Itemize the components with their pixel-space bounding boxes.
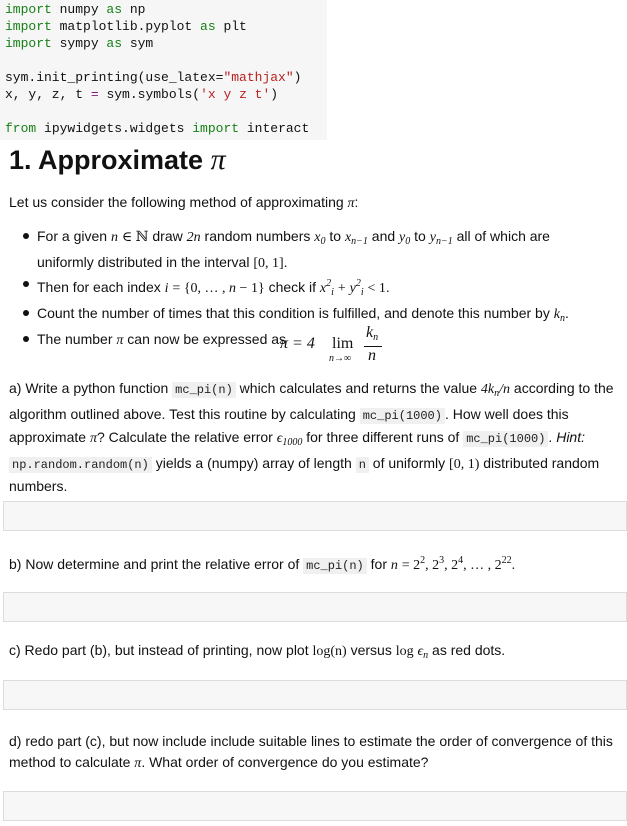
code-line: from ipywidgets.widgets import interact	[5, 121, 310, 136]
page-title: 1. Approximate π	[9, 143, 226, 176]
answer-cell-b[interactable]	[3, 592, 627, 622]
answer-cell-d[interactable]	[3, 791, 627, 821]
intro-text: Let us consider the following method of approximating π:	[9, 194, 359, 211]
list-item: For a given n ∈ ℕ draw 2n random numbers $x_0$ to $x_{n-1}$ and $y_0$ to $y_{n-1}$ all of which are uniformly distributed in the interval [0, 1].	[9, 226, 609, 274]
code-line: import matplotlib.pyplot as plt	[5, 19, 247, 34]
part-b-text: b) Now determine and print the relative error of mc_pi(n) for $n = 2^2$, $2^3$, $2^4$, … , $2^{22}$.	[9, 555, 516, 573]
code-line: import numpy as np	[5, 2, 146, 17]
code-line: sym.init_printing(use_latex="mathjax")	[5, 70, 302, 85]
part-a-text: a) Write a python function mc_pi(n) which calculates and returns the value $4k_n/n$ according to the algorithm outlined above. Test this routine by calculating mc_pi(1000) . How well does this approximate π? Calculate the relative error $\epsilon_{1000}$ for three different runs of mc_pi(1000) . Hint: np.random.random(n) yields a (numpy) array of length n of uniformly [0, 1) distributed random numbers.	[9, 380, 614, 494]
part-c-text: c) Redo part (b), but instead of printing, now plot log(n) versus $\log \epsilon_n$ as red dots.	[9, 642, 506, 661]
code-cell[interactable]	[0, 0, 327, 140]
part-d-text: d) redo part (c), but now include include suitable lines to estimate the order of convergence of this method to calculate π. What order of convergence do you estimate?	[9, 733, 613, 771]
answer-cell-c[interactable]	[3, 680, 627, 710]
list-item: Count the number of times that this condition is fulfilled, and denote this number by $k_n$.	[9, 303, 609, 329]
code-line: import sympy as sym	[5, 36, 154, 51]
list-item: The number π can now be expressed as	[9, 329, 609, 351]
code-line: x, y, z, t = sym.symbols('x y z t')	[5, 87, 279, 102]
pi-formula: π = 4 lim n→∞ $k_n$ n	[280, 326, 400, 366]
answer-cell-a[interactable]	[3, 501, 627, 531]
list-item: Then for each index i = {0, … , n − 1} check if $x^2_i + y^2_i < 1$.	[9, 274, 609, 303]
